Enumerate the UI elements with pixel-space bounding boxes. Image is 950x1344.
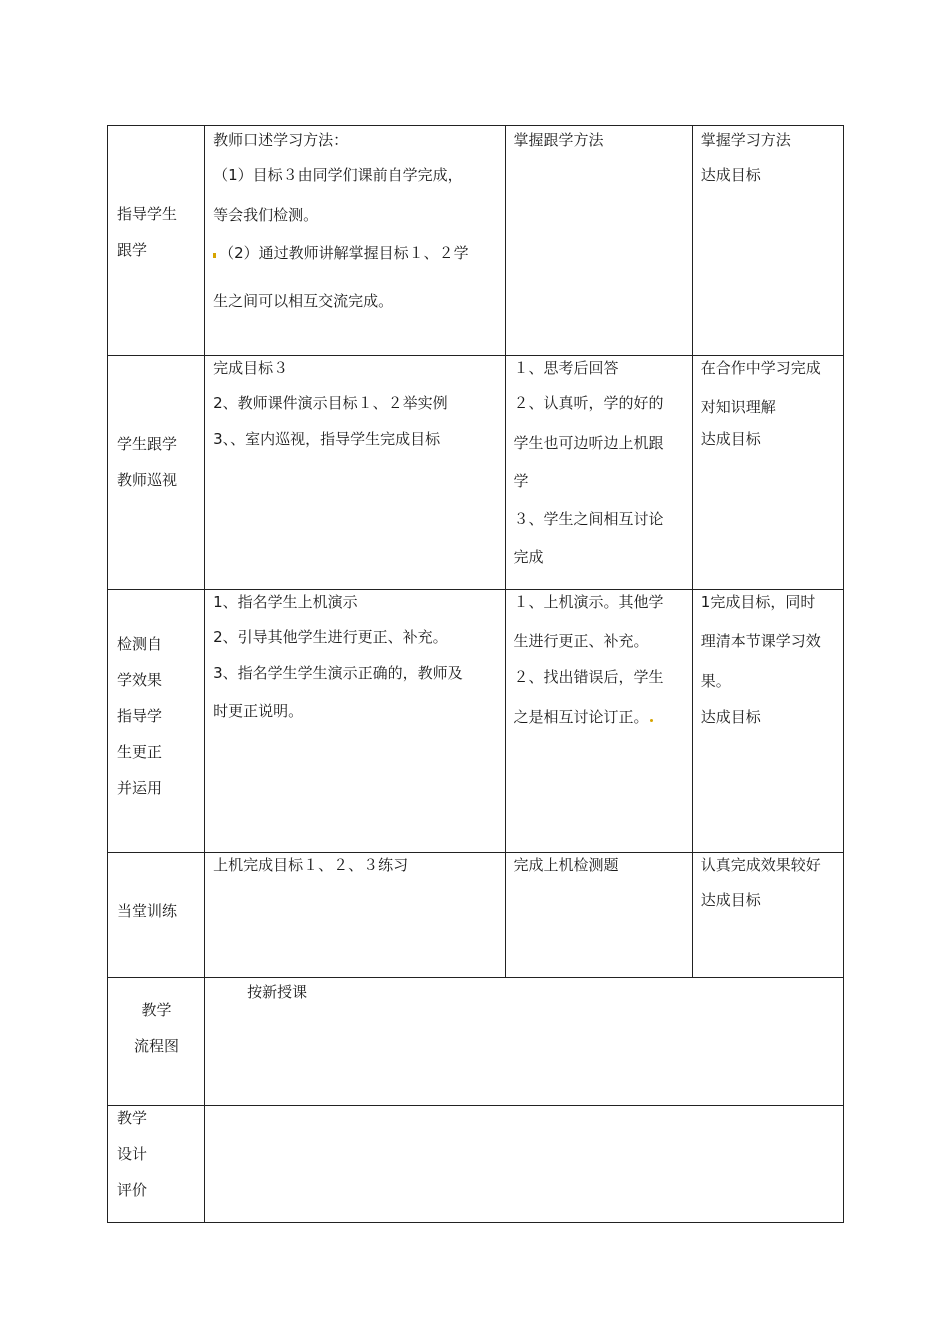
- table-row: [108, 590, 844, 853]
- teacher-text: 1、指名学生上机演示: [213, 593, 358, 611]
- stage-cell: [108, 1106, 205, 1223]
- student-activity-cell: [505, 126, 692, 356]
- flow-chart-cell: [205, 978, 844, 1106]
- goal-cell: [692, 853, 843, 978]
- table-row: [108, 356, 844, 590]
- teacher-text: 完成目标３: [213, 359, 289, 377]
- teacher-text: 生之间可以相互交流完成。: [213, 292, 394, 310]
- stage-cell: [108, 126, 205, 356]
- highlight-mark: [650, 719, 653, 722]
- stage-cell: [108, 590, 205, 853]
- table-row: [108, 126, 844, 356]
- table-row: [108, 978, 844, 1106]
- highlight-mark: [213, 253, 216, 258]
- stage-label: 指导学生: [117, 205, 178, 223]
- stage-label: 检测自: [117, 635, 163, 653]
- goal-text: 达成目标: [700, 708, 761, 726]
- teacher-text: 等会我们检测。: [213, 206, 319, 224]
- stage-label: 当堂训练: [117, 902, 178, 920]
- student-text: 学: [513, 472, 529, 490]
- student-text: ２、找出错误后，学生: [513, 668, 664, 686]
- teacher-text: 2、引导其他学生进行更正、补充。: [213, 628, 448, 646]
- teacher-text: 3、指名学生学生演示正确的，教师及: [213, 664, 463, 682]
- goal-text: 达成目标: [700, 430, 761, 448]
- stage-label: 学效果: [117, 671, 163, 689]
- goal-text: 认真完成效果较好: [700, 856, 821, 874]
- teacher-text: （1）目标３由同学们课前自学完成，: [213, 166, 463, 184]
- teacher-activity-cell: [205, 126, 505, 356]
- student-text: 完成上机检测题: [513, 856, 619, 874]
- teacher-text: 时更正说明。: [213, 702, 304, 720]
- table-row: [108, 1106, 844, 1223]
- student-text: 完成: [513, 548, 544, 566]
- goal-cell: [692, 356, 843, 590]
- stage-label: 跟学: [117, 241, 148, 259]
- student-activity-cell: [505, 853, 692, 978]
- goal-text: 果。: [700, 672, 731, 690]
- stage-label: 教学: [141, 1001, 172, 1019]
- student-text: ２、认真听，学的好的: [513, 394, 664, 412]
- flow-chart-text: 按新授课: [247, 983, 308, 1001]
- student-text: 生进行更正、补充。: [513, 632, 649, 650]
- student-text: 之是相互讨论订正。: [513, 708, 649, 726]
- goal-text: 达成目标: [700, 891, 761, 909]
- student-text: 掌握跟学方法: [513, 131, 604, 149]
- teacher-text: （2）通过教师讲解掌握目标１、２学: [219, 244, 469, 262]
- evaluation-cell: [205, 1106, 844, 1223]
- goal-cell: [692, 126, 843, 356]
- table-row: [108, 853, 844, 978]
- stage-label: 教学: [117, 1109, 148, 1127]
- teacher-text: 教师口述学习方法：: [213, 131, 349, 149]
- lesson-plan-table: [107, 125, 844, 1223]
- stage-cell: [108, 356, 205, 590]
- goal-text: 1完成目标，同时: [700, 593, 816, 611]
- stage-label: 流程图: [133, 1037, 179, 1055]
- teacher-activity-cell: [205, 590, 505, 853]
- student-text: １、思考后回答: [513, 359, 619, 377]
- stage-label: 评价: [117, 1181, 148, 1199]
- lesson-plan-sheet: [107, 125, 844, 1218]
- goal-text: 在合作中学习完成: [700, 359, 821, 377]
- stage-label: 生更正: [117, 743, 163, 761]
- student-text: ３、学生之间相互讨论: [513, 510, 664, 528]
- goal-cell: [692, 590, 843, 853]
- teacher-text: 2、教师课件演示目标１、２举实例: [213, 394, 448, 412]
- stage-label: 教师巡视: [117, 471, 178, 489]
- student-activity-cell: [505, 590, 692, 853]
- stage-cell: [108, 853, 205, 978]
- goal-text: 理清本节课学习效: [700, 632, 821, 650]
- stage-label: 并运用: [117, 779, 163, 797]
- goal-text: 掌握学习方法: [700, 131, 791, 149]
- teacher-activity-cell: [205, 853, 505, 978]
- teacher-activity-cell: [205, 356, 505, 590]
- goal-text: 对知识理解: [700, 398, 776, 416]
- stage-label: 设计: [117, 1145, 148, 1163]
- student-text: 学生也可边听边上机跟: [513, 434, 664, 452]
- student-activity-cell: [505, 356, 692, 590]
- student-text: １、上机演示。其他学: [513, 593, 664, 611]
- teacher-text: 上机完成目标１、２、３练习: [213, 856, 409, 874]
- goal-text: 达成目标: [700, 166, 761, 184]
- stage-label: 学生跟学: [117, 435, 178, 453]
- stage-label: 指导学: [117, 707, 163, 725]
- stage-cell: [108, 978, 205, 1106]
- teacher-text: 3、、室内巡视，指导学生完成目标: [213, 430, 441, 448]
